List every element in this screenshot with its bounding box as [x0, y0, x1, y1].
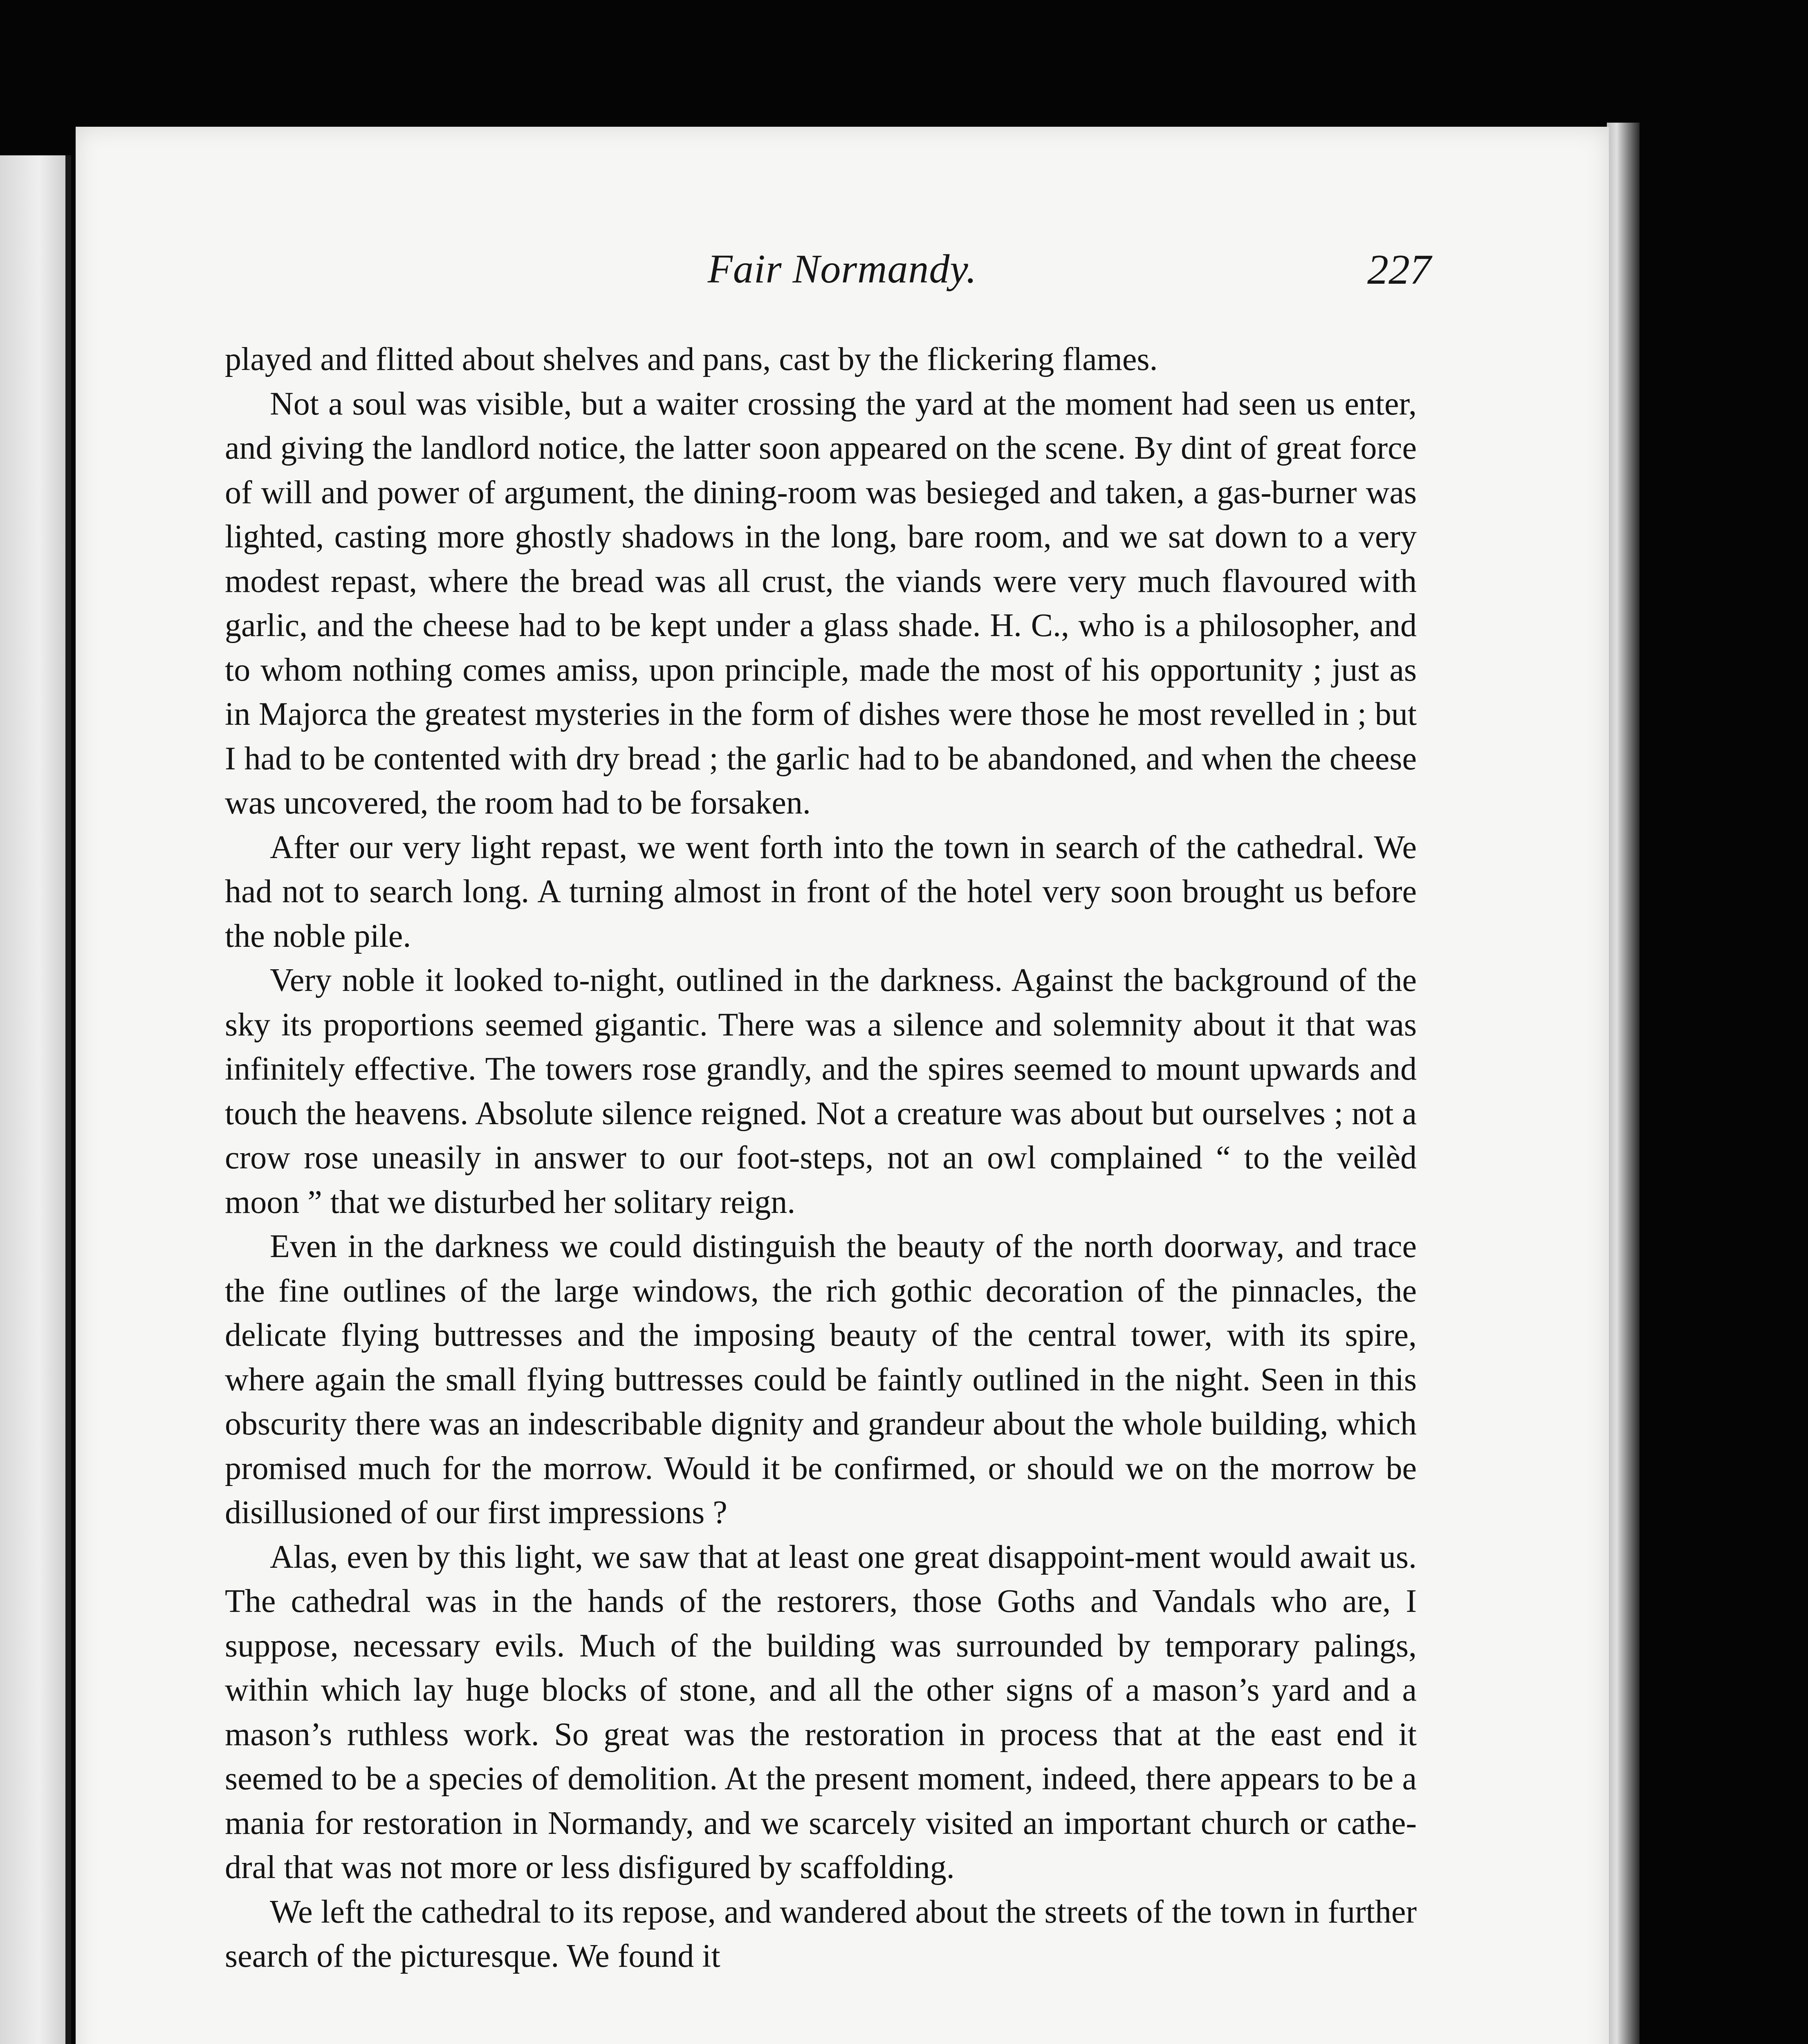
paragraph: We left the cathedral to its repose, and wandered about the streets of the town in further search of the picturesque. We found it — [225, 1894, 1417, 1974]
book-page — [76, 127, 1609, 2044]
page-stack-edge — [1607, 123, 1640, 2044]
body-text — [225, 337, 1417, 1979]
paragraph: played and flitted about shelves and pans, cast by the flickering flames. — [225, 341, 1158, 377]
page-header — [76, 245, 1609, 307]
running-title: Fair Normandy. — [707, 246, 977, 291]
paragraph: Very noble it looked to-night, outlined in the darkness. Against the background of the sky its proportions seemed gigantic. There was a silence and solemnity about it that was infinitely effective. The towers rose grandly, and the spires seemed to mount upwards and touch the heavens. Absolute silence reigned. Not a creature was about but ourselves ; not a crow rose uneasily in answer to our foot-steps, not an owl complained “ to the veilèd moon ” that we disturbed her solitary reign. — [225, 962, 1417, 1220]
paragraph: After our very light repast, we went forth into the town in search of the cathedral. We had not to search long. A turning almost in front of the hotel very soon brought us before the noble pile. — [225, 829, 1417, 954]
facing-page-edge — [0, 155, 71, 2044]
paragraph: Alas, even by this light, we saw that at least one great disappoint-ment would await us. The cathedral was in the hands of the restorers, those Goths and Vandals who are, I suppose, necessary evils. Much of the building was surrounded by temporary palings, within which lay huge blocks of stone, and all the other signs of a mason’s yard and a mason’s ruthless work. So great was the restoration in process that at the east end it seemed to be a species of demolition. At the present moment, indeed, there appears to be a mania for restoration in Normandy, and we scarcely visited an important church or cathe-dral that was not more or less disfigured by scaffolding. — [225, 1539, 1417, 1885]
paragraph: Not a soul was visible, but a waiter crossing the yard at the moment had seen us enter, and giving the landlord notice, the latter soon appeared on the scene. By dint of great force of will and power of argument, the dining-room was besieged and taken, a gas-burner was lighted, casting more ghostly shadows in the long, bare room, and we sat down to a very modest repast, where the bread was all crust, the viands were very much flavoured with garlic, and the cheese had to be kept under a glass shade. H. C., who is a philosopher, and to whom nothing comes amiss, upon principle, made the most of his opportunity ; just as in Majorca the greatest mysteries in the form of dishes were those he most revelled in ; but I had to be contented with dry bread ; the garlic had to be abandoned, and when the cheese was uncovered, the room had to be forsaken. — [225, 385, 1417, 821]
paragraph: Even in the darkness we could distinguish the beauty of the north doorway, and trace the fine outlines of the large windows, the rich gothic decoration of the pinnacles, the delicate flying buttresses and the imposing beauty of the central tower, with its spire, where again the small flying buttresses could be faintly outlined in the night. Seen in this obscurity there was an indescribable dignity and grandeur about the whole building, which promised much for the morrow. Would it be confirmed, or should we on the morrow be disillusioned of our first impressions ? — [225, 1228, 1417, 1531]
page-number: 227 — [1367, 246, 1431, 293]
